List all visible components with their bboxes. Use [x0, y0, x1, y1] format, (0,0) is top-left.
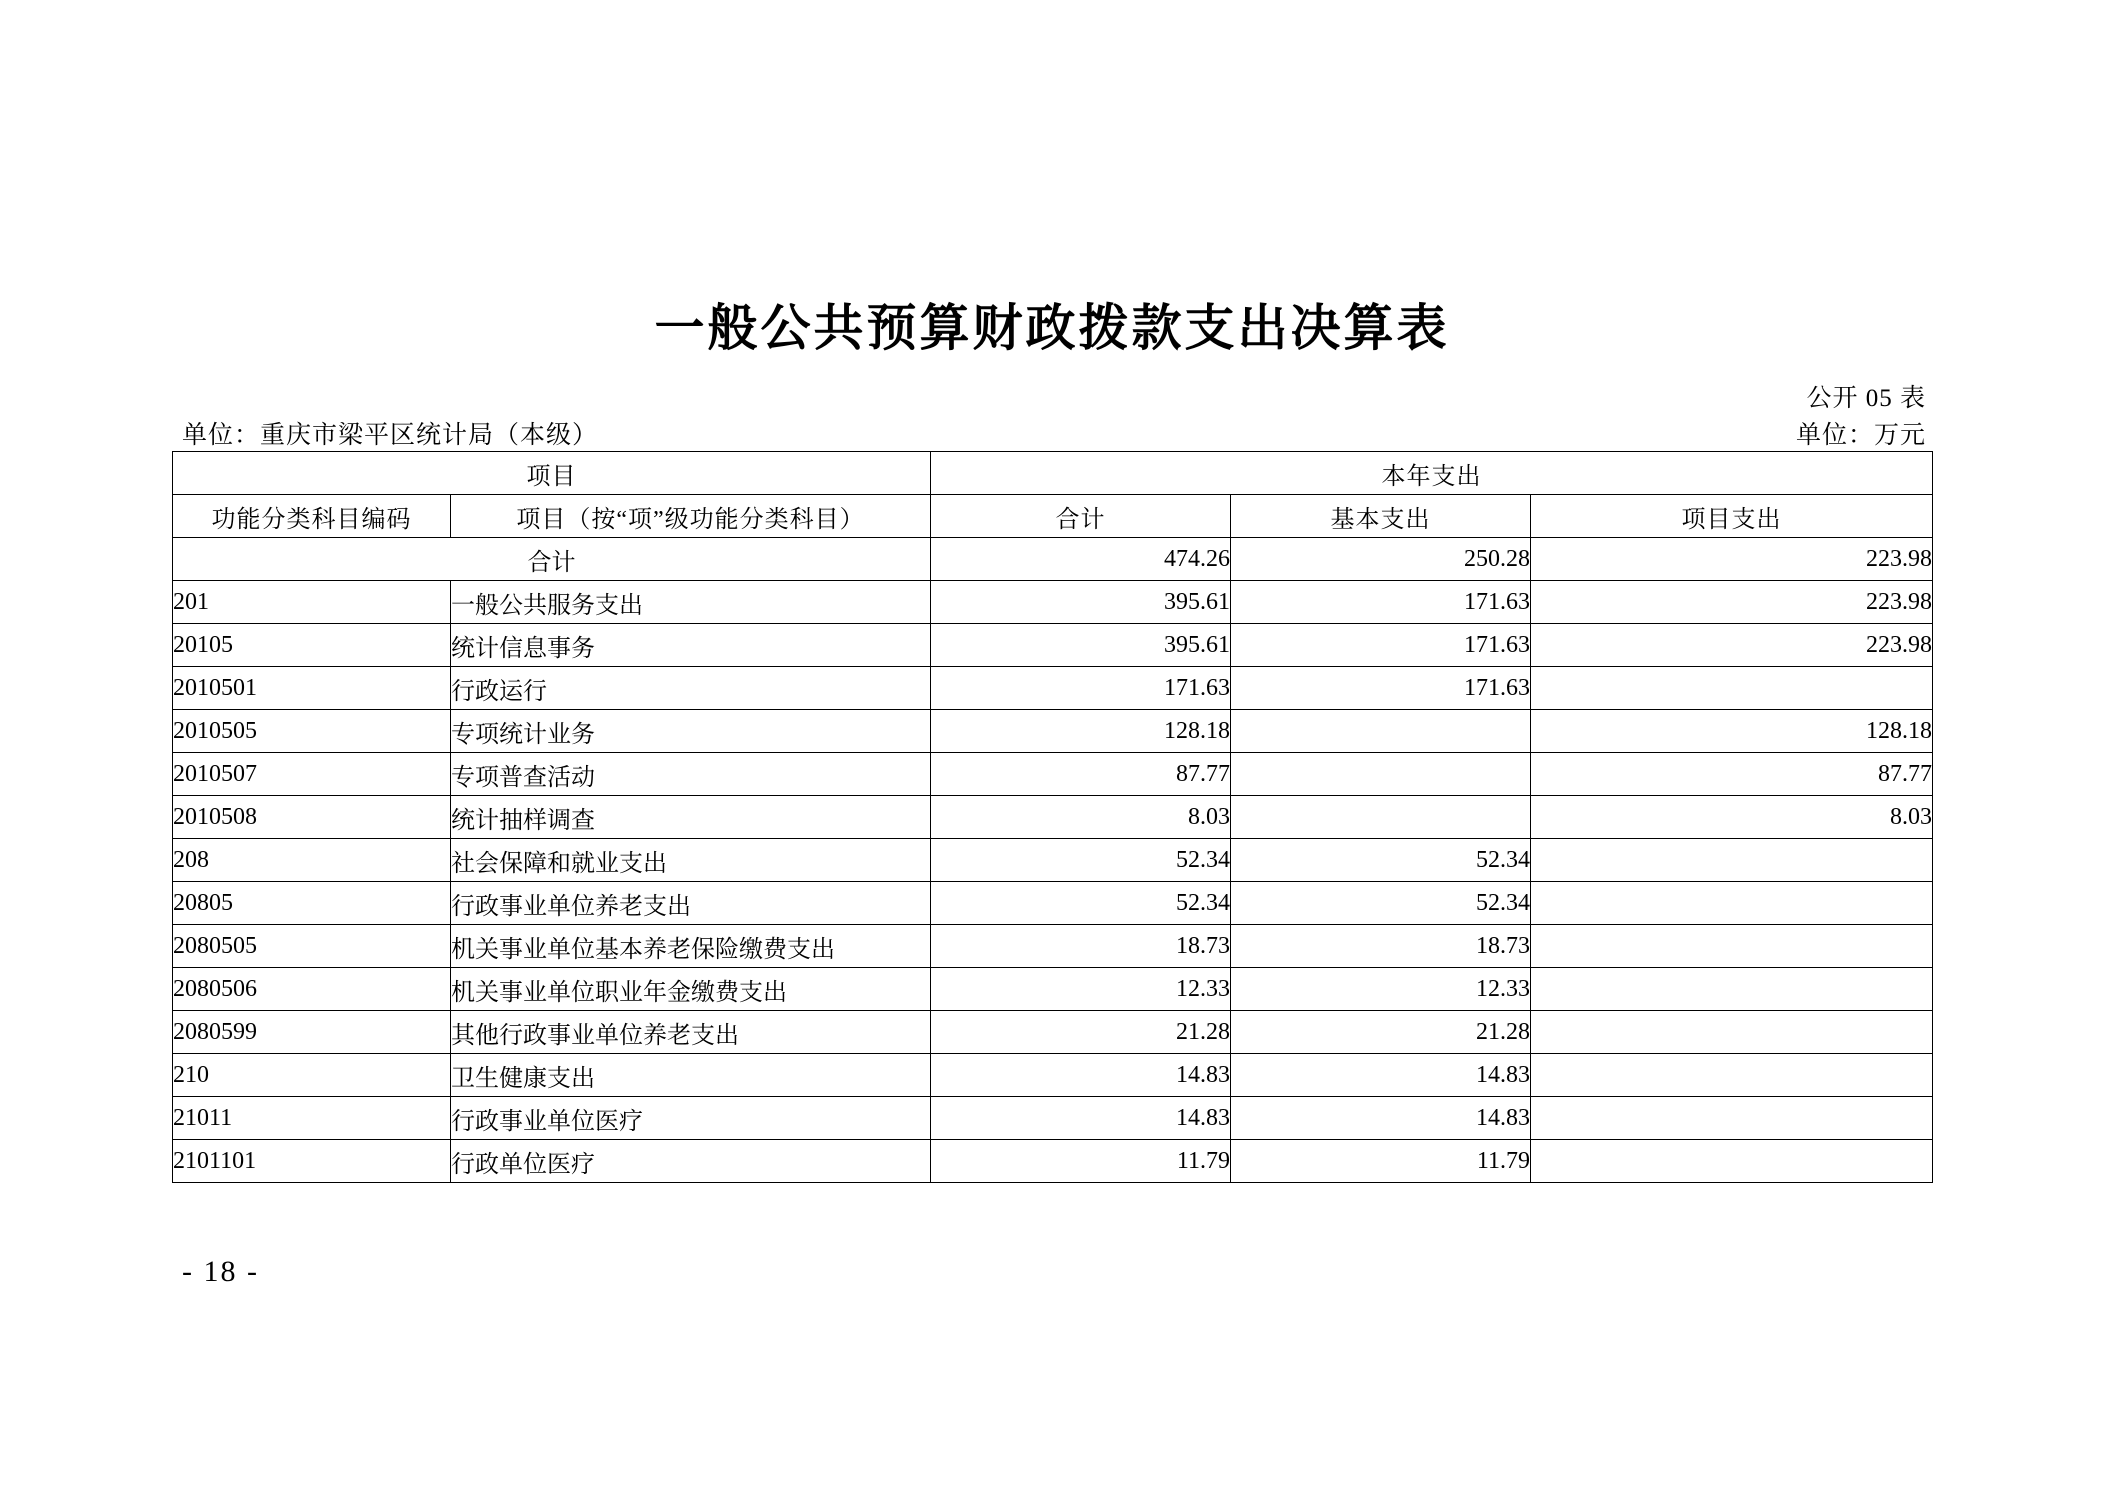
row-project-value	[1531, 667, 1933, 710]
row-total-value: 52.34	[931, 882, 1231, 925]
page-number: - 18 -	[182, 1255, 259, 1288]
row-project-value: 223.98	[1531, 538, 1933, 581]
row-item-name: 统计抽样调查	[451, 796, 931, 839]
row-project-value	[1531, 1054, 1933, 1097]
row-code: 2080599	[173, 1011, 451, 1054]
column-header-project: 项目支出	[1531, 495, 1933, 538]
table-row	[173, 753, 1933, 796]
row-total-value: 474.26	[931, 538, 1231, 581]
row-basic-value: 52.34	[1231, 882, 1531, 925]
row-total-value: 87.77	[931, 753, 1231, 796]
table-row	[173, 968, 1933, 1011]
row-code: 2080505	[173, 925, 451, 968]
row-item-name: 行政单位医疗	[451, 1140, 931, 1183]
row-total-value: 395.61	[931, 624, 1231, 667]
row-project-value	[1531, 1140, 1933, 1183]
row-code: 201	[173, 581, 451, 624]
row-item-name: 卫生健康支出	[451, 1054, 931, 1097]
table-row	[173, 796, 1933, 839]
row-basic-value: 171.63	[1231, 624, 1531, 667]
table-row	[173, 839, 1933, 882]
column-header-total: 合计	[931, 495, 1231, 538]
row-project-value: 128.18	[1531, 710, 1933, 753]
row-total-value: 52.34	[931, 839, 1231, 882]
row-project-value	[1531, 925, 1933, 968]
row-project-value: 223.98	[1531, 581, 1933, 624]
row-code: 208	[173, 839, 451, 882]
table-row	[173, 882, 1933, 925]
row-item-name: 机关事业单位基本养老保险缴费支出	[451, 925, 931, 968]
row-code: 2101101	[173, 1140, 451, 1183]
row-code: 2010505	[173, 710, 451, 753]
row-item-name: 专项统计业务	[451, 710, 931, 753]
table-row	[173, 1054, 1933, 1097]
row-basic-value: 18.73	[1231, 925, 1531, 968]
row-item-name: 行政运行	[451, 667, 931, 710]
row-basic-value: 250.28	[1231, 538, 1531, 581]
row-item-name: 社会保障和就业支出	[451, 839, 931, 882]
row-project-value: 8.03	[1531, 796, 1933, 839]
row-basic-value: 11.79	[1231, 1140, 1531, 1183]
row-code: 2010508	[173, 796, 451, 839]
row-total-value: 18.73	[931, 925, 1231, 968]
row-total-value: 395.61	[931, 581, 1231, 624]
row-item-name: 行政事业单位养老支出	[451, 882, 931, 925]
row-code: 210	[173, 1054, 451, 1097]
column-header-code: 功能分类科目编码	[173, 495, 451, 538]
row-project-value	[1531, 839, 1933, 882]
row-project-value: 223.98	[1531, 624, 1933, 667]
row-item-name: 行政事业单位医疗	[451, 1097, 931, 1140]
row-code: 2010501	[173, 667, 451, 710]
row-total-value: 171.63	[931, 667, 1231, 710]
row-basic-value	[1231, 796, 1531, 839]
group-header-item: 项目	[173, 452, 931, 495]
table-column-header-row	[173, 495, 1933, 538]
row-item-name: 其他行政事业单位养老支出	[451, 1011, 931, 1054]
sheet-number: 公开 05 表	[1806, 385, 1926, 412]
row-item-name: 专项普查活动	[451, 753, 931, 796]
table-row	[173, 925, 1933, 968]
table-row	[173, 1011, 1933, 1054]
row-total-value: 14.83	[931, 1097, 1231, 1140]
column-header-basic: 基本支出	[1231, 495, 1531, 538]
amount-unit-label: 单位：万元	[1795, 422, 1926, 449]
row-project-value	[1531, 1011, 1933, 1054]
row-project-value	[1531, 882, 1933, 925]
row-code: 20805	[173, 882, 451, 925]
row-project-value	[1531, 968, 1933, 1011]
row-item-name: 一般公共服务支出	[451, 581, 931, 624]
row-code: 20105	[173, 624, 451, 667]
row-basic-value	[1231, 710, 1531, 753]
row-total-value: 8.03	[931, 796, 1231, 839]
column-header-item-name: 项目（按“项”级功能分类科目）	[451, 495, 931, 538]
row-basic-value	[1231, 753, 1531, 796]
row-code: 2010507	[173, 753, 451, 796]
row-basic-value: 14.83	[1231, 1054, 1531, 1097]
table-row	[173, 1097, 1933, 1140]
row-item-name: 统计信息事务	[451, 624, 931, 667]
row-code: 2080506	[173, 968, 451, 1011]
table-row	[173, 1140, 1933, 1183]
row-code: 21011	[173, 1097, 451, 1140]
row-basic-value: 171.63	[1231, 581, 1531, 624]
row-basic-value: 14.83	[1231, 1097, 1531, 1140]
budget-table	[172, 451, 1933, 1183]
table-row	[173, 667, 1933, 710]
row-total-value: 11.79	[931, 1140, 1231, 1183]
row-basic-value: 21.28	[1231, 1011, 1531, 1054]
group-header-year-expense: 本年支出	[931, 452, 1933, 495]
unit-name-label: 单位：重庆市梁平区统计局（本级）	[182, 422, 599, 449]
row-total-value: 12.33	[931, 968, 1231, 1011]
row-item-name: 机关事业单位职业年金缴费支出	[451, 968, 931, 1011]
table-group-header-row	[173, 452, 1933, 495]
table-row	[173, 581, 1933, 624]
row-basic-value: 171.63	[1231, 667, 1531, 710]
row-total-value: 21.28	[931, 1011, 1231, 1054]
row-label-total: 合计	[173, 538, 931, 581]
table-row	[173, 624, 1933, 667]
row-total-value: 14.83	[931, 1054, 1231, 1097]
table-row	[173, 538, 1933, 581]
row-total-value: 128.18	[931, 710, 1231, 753]
row-project-value: 87.77	[1531, 753, 1933, 796]
page-title: 一般公共预算财政拨款支出决算表	[654, 300, 1450, 356]
table-row	[173, 710, 1933, 753]
row-basic-value: 52.34	[1231, 839, 1531, 882]
row-basic-value: 12.33	[1231, 968, 1531, 1011]
row-project-value	[1531, 1097, 1933, 1140]
